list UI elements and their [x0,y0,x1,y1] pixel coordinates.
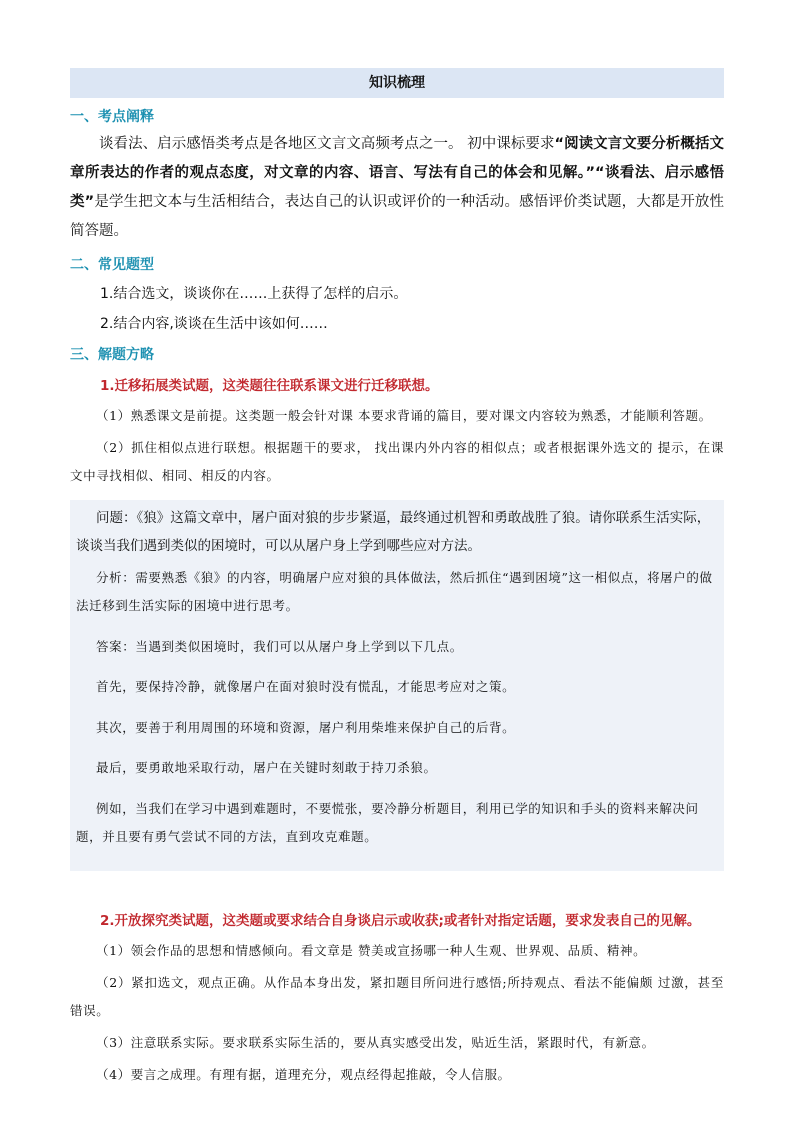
method-2-heading: 2.开放探究类试题，这类题或要求结合自身谈启示或收获;或者针对指定话题，要求发表自己的见解。 [100,913,701,929]
method-2-point-4: （4）要言之成理。有理有据，道理充分，观点经得起推敲，令人信服。 [96,1067,511,1082]
example-analysis: 分析：需要熟悉《狼》的内容，明确屠户应对狼的具体做法，然后抓住“遇到困境”这一相似点，将屠户的做法迁移到生活实际的困境中进行思考。 [76,570,713,613]
method-2-point-2: （2）紧扣选文，观点正确。从作品本身出发，紧扣题目所问进行感悟;所持观点、看法不能偏颇 过激，甚至错误。 [70,975,724,1018]
method-1-heading: 1.迁移拓展类试题，这类题往往联系课文进行迁移联想。 [100,378,439,394]
example-answer: 答案：当遇到类似困境时，我们可以从屠户身上学到以下几点。 [96,638,463,654]
intro-paragraph: 谈看法、启示感悟类考点是各地区文言文高频考点之一。 初中课标要求“阅读文言文要分析概括文章所表达的作者的观点态度，对文章的内容、语言、写法有自己的体会和见解。”“谈看法、启示感悟类”是学生把文本与生活相结合，表达自己的认识或评价的一种活动。感悟评价类试题，大都是开放性简答题。 [70,136,725,239]
example-box [70,500,724,871]
method-1-point-1: （1）熟悉课文是前提。这类题一般会针对课 本要求背诵的篇目，要对课文内容较为熟悉，才能顺利答题。 [96,408,712,423]
example-question: 问题：《狼》这篇文章中，屠户面对狼的步步紧逼，最终通过机智和勇敢战胜了狼。请你联系生活实际，谈谈当我们遇到类似的困境时，可以从屠户身上学到哪些应对方法。 [76,510,711,554]
example-illustration: 例如，当我们在学习中遇到难题时，不要慌张，要冷静分析题目，利用已学的知识和手头的资料来解决问题，并且要有勇气尝试不同的方法，直到攻克难题。 [76,800,699,844]
method-2-point-3: （3）注意联系实际。要求联系实际生活的，要从真实感受出发，贴近生活，紧跟时代，有新意。 [96,1035,655,1050]
spacer [70,871,724,901]
document-page [70,68,724,1089]
section-heading-2: 二、常见题型 [70,257,154,273]
method-1-point-2: （2）抓住相似点进行联想。根据题干的要求， 找出课内外内容的相似点；或者根据课外选文的 提示，在课文中寻找相似、相同、相反的内容。 [70,440,724,483]
question-type-1: 1.结合选文，谈谈你在……上获得了怎样的启示。 [100,286,408,302]
method-2-point-1: （1）领会作品的思想和情感倾向。看文章是 赞美或宣扬哪一种人生观、世界观、品质、精神。 [96,943,647,958]
page-title: 知识梳理 [70,68,724,98]
example-second: 其次，要善于利用周围的环境和资源，屠户利用柴堆来保护自己的后背。 [96,719,516,735]
example-first: 首先，要保持冷静，就像屠户在面对狼时没有慌乱，才能思考应对之策。 [96,679,516,694]
section-heading-3: 三、解题方略 [70,347,154,363]
question-type-2: 2.结合内容,谈谈在生活中该如何…… [100,316,328,332]
example-last: 最后，要勇敢地采取行动，屠户在关键时刻敢于持刀杀狼。 [96,760,437,775]
section-heading-1: 一、考点阐释 [70,109,154,125]
